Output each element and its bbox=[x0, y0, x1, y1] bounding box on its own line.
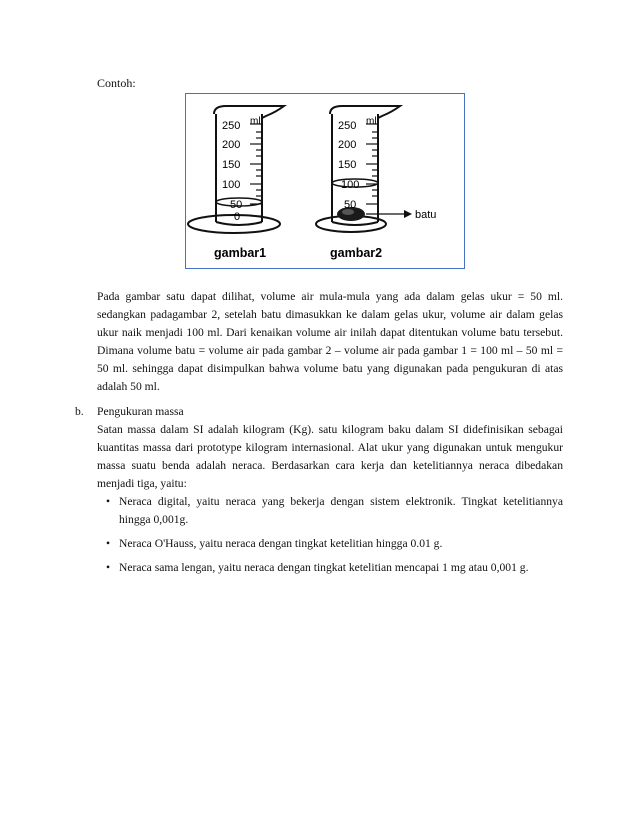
cyl1-tick-100: 100 bbox=[222, 179, 241, 191]
list-item bbox=[97, 535, 563, 553]
cylinder-1 bbox=[188, 106, 284, 260]
list-item-text: Neraca O'Hauss, yaitu neraca dengan tingkat ketelitian hingga 0.01 g. bbox=[119, 537, 443, 550]
cyl2-tick-200: 200 bbox=[338, 139, 357, 151]
explanation-paragraph: Pada gambar satu dapat dilihat, volume air mula-mula yang ada dalam gelas ukur = 50 ml. sedangkan padagambar 2, setelah batu dimasukkan ke dalam gelas ukur, volume air dalam gelas ukur naik menjadi 100 ml. Dari kenaikan volume air inilah dapat ditentukan volume batu tersebut. Dimana volume batu = volume air pada gambar 2 – volume air pada gambar 1 = 100 ml – 50 ml = 50 ml. sehingga dapat disimpulkan bahwa volume batu yang digunakan pada pengukuran di atas adalah 50 ml. bbox=[97, 290, 563, 393]
section-b-letter: b. bbox=[75, 405, 84, 418]
cyl1-caption: gambar1 bbox=[214, 246, 267, 260]
bullet-icon: • bbox=[105, 561, 111, 574]
stone-label: batu bbox=[415, 209, 437, 221]
bullet-icon: • bbox=[105, 495, 111, 508]
cylinder-2 bbox=[316, 106, 436, 260]
cyl2-unit: ml bbox=[366, 116, 377, 127]
balance-type-list bbox=[75, 493, 563, 577]
cylinder-illustration bbox=[186, 94, 464, 268]
section-b-title: Pengukuran massa bbox=[97, 405, 184, 418]
cyl2-tick-100: 100 bbox=[341, 179, 360, 191]
list-item-text: Neraca digital, yaitu neraca yang bekerja dengan sistem elektronik. Tingkat ketelitiannya hingga 0,001g. bbox=[119, 495, 563, 526]
bullet-icon: • bbox=[105, 537, 111, 550]
cyl1-tick-150: 150 bbox=[222, 159, 241, 171]
cyl2-tick-150: 150 bbox=[338, 159, 357, 171]
cyl1-tick-50: 50 bbox=[230, 199, 243, 211]
list-item bbox=[97, 493, 563, 529]
cyl2-tick-50: 50 bbox=[344, 199, 357, 211]
list-item-text: Neraca sama lengan, yaitu neraca dengan tingkat ketelitian mencapai 1 mg atau 0,001 g. bbox=[119, 561, 529, 574]
arrow-icon bbox=[404, 210, 412, 218]
section-b bbox=[75, 403, 565, 583]
cyl1-tick-200: 200 bbox=[222, 139, 241, 151]
cyl2-tick-250: 250 bbox=[338, 120, 357, 132]
measuring-cylinder-figure bbox=[185, 93, 465, 269]
section-b-body: Satan massa dalam SI adalah kilogram (Kg). satu kilogram baku dalam SI didefinisikan sebagai kuantitas massa dari prototype kilogram internasional. Alat ukur yang digunakan untuk mengukur massa suatu benda adalah neraca. Berdasarkan cara kerja dan ketelitiannya neraca dibedakan menjadi tiga, yaitu: bbox=[97, 423, 563, 490]
cyl1-tick-250: 250 bbox=[222, 120, 241, 132]
cyl2-caption: gambar2 bbox=[330, 246, 383, 260]
cyl1-unit: ml bbox=[250, 116, 261, 127]
list-item bbox=[97, 559, 563, 577]
section-b-heading bbox=[75, 403, 565, 421]
example-label: Contoh: bbox=[97, 76, 136, 90]
cyl1-tick-0: 0 bbox=[234, 211, 241, 223]
